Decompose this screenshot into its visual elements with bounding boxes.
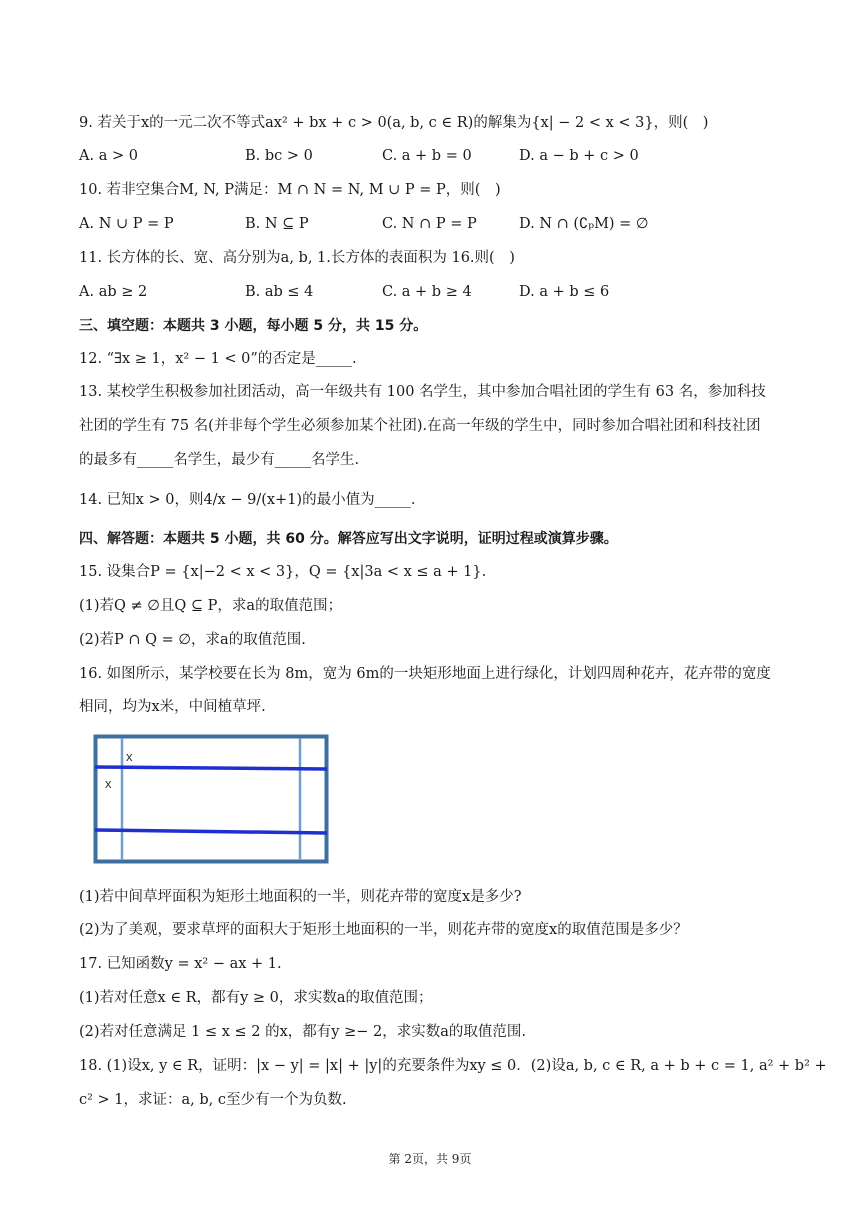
garden-diagram xyxy=(93,734,329,864)
band-top-line xyxy=(95,767,327,769)
q13-line-1: 13. 某校学生积极参加社团活动，高一年级共有 100 名学生，其中参加合唱社团的学生有 63 名，参加科技 xyxy=(79,384,766,400)
q10-stem: 10. 若非空集合M, N, P满足：M ∩ N = N, M ∪ P = P，则( ) xyxy=(79,182,501,198)
q11-stem: 11. 长方体的长、宽、高分别为a, b, 1.长方体的表面积为 16.则( ) xyxy=(79,250,515,266)
q12-stem: 12. “∃x ≥ 1，x² − 1 < 0”的否定是_____. xyxy=(79,351,357,367)
section-4-heading: 四、解答题：本题共 5 小题，共 60 分。解答应写出文字说明，证明过程或演算步骤。 xyxy=(79,531,618,547)
q15-part-1: (1)若Q ≠ ∅且Q ⊆ P，求a的取值范围； xyxy=(79,598,343,614)
q10-option-a: A. N ∪ P = P xyxy=(79,216,174,232)
q16-part-1: (1)若中间草坪面积为矩形土地面积的一半，则花卉带的宽度x是多少? xyxy=(79,889,522,905)
q9-option-b: B. bc > 0 xyxy=(245,148,313,164)
q9-option-a: A. a > 0 xyxy=(79,148,138,164)
q14-stem: 14. 已知x > 0，则4/x − 9/(x+1)的最小值为_____. xyxy=(79,492,416,508)
q16-line-2: 相同，均为x米，中间植草坪. xyxy=(79,699,266,715)
section-3-heading: 三、填空题：本题共 3 小题，每小题 5 分，共 15 分。 xyxy=(79,318,428,334)
page-footer: 第 2页，共 9页 xyxy=(388,1152,472,1166)
q17-stem: 17. 已知函数y = x² − ax + 1. xyxy=(79,956,282,972)
label-x-top: x xyxy=(126,749,133,764)
q10-option-b: B. N ⊆ P xyxy=(245,216,309,232)
q17-part-1: (1)若对任意x ∈ R，都有y ≥ 0，求实数a的取值范围； xyxy=(79,990,433,1006)
q11-option-a: A. ab ≥ 2 xyxy=(79,284,148,300)
q9-option-d: D. a − b + c > 0 xyxy=(519,148,639,164)
q16-line-1: 16. 如图所示，某学校要在长为 8m，宽为 6m的一块矩形地面上进行绿化，计划四周种花卉，花卉带的宽度 xyxy=(79,666,771,682)
q13-line-3: 的最多有_____名学生，最少有_____名学生. xyxy=(79,452,360,468)
q10-option-d: D. N ∩ (∁ₚM) = ∅ xyxy=(519,216,649,232)
q9-option-c: C. a + b = 0 xyxy=(382,148,472,164)
q16-part-2: (2)为了美观，要求草坪的面积大于矩形土地面积的一半，则花卉带的宽度x的取值范围是多少？ xyxy=(79,922,688,938)
q11-option-b: B. ab ≤ 4 xyxy=(245,284,314,300)
q10-option-c: C. N ∩ P = P xyxy=(382,216,477,232)
q15-part-2: (2)若P ∩ Q = ∅，求a的取值范围. xyxy=(79,632,306,648)
q9-stem: 9. 若关于x的一元二次不等式ax² + bx + c > 0(a, b, c ∈ R)的解集为{x| − 2 < x < 3}，则( ) xyxy=(79,115,709,131)
q18-line-1: 18. (1)设x, y ∈ R，证明：|x − y| = |x| + |y|的充要条件为xy ≤ 0．(2)设a, b, c ∈ R, a + b + c = 1, a² + b² + xyxy=(79,1058,827,1074)
q11-option-c: C. a + b ≥ 4 xyxy=(382,284,472,300)
q11-option-d: D. a + b ≤ 6 xyxy=(519,284,610,300)
label-x-left: x xyxy=(105,776,112,791)
q15-stem: 15. 设集合P = {x|−2 < x < 3}，Q = {x|3a < x ≤ a + 1}. xyxy=(79,564,487,580)
q16-figure xyxy=(93,734,329,864)
q13-line-2: 社团的学生有 75 名(并非每个学生必须参加某个社团).在高一年级的学生中，同时参加合唱社团和科技社团 xyxy=(79,418,761,434)
q17-part-2: (2)若对任意满足 1 ≤ x ≤ 2 的x，都有y ≥− 2，求实数a的取值范围. xyxy=(79,1024,526,1040)
q18-line-2: c² > 1，求证：a, b, c至少有一个为负数. xyxy=(79,1092,347,1108)
